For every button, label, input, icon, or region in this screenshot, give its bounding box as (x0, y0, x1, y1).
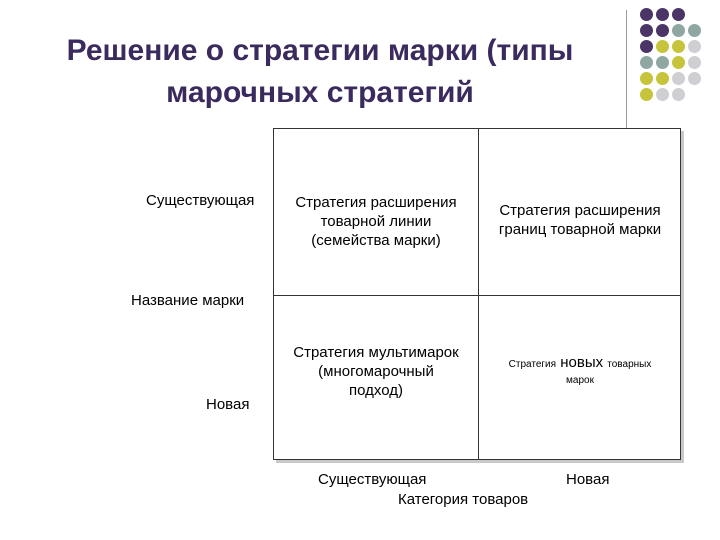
cell-new-brands-line-1 (480, 355, 680, 373)
matrix-vertical-divider (478, 129, 479, 459)
col-label-new: Новая (566, 471, 610, 488)
decor-dot (640, 8, 653, 21)
slide-title (20, 30, 620, 114)
decor-dot (640, 72, 653, 85)
cell-line-extension-text-3: (семейства марки) (311, 232, 441, 249)
cell-brand-extension-text-2: границ товарной марки (498, 221, 662, 238)
cell-new-brands-text-1: Стратегия (508, 359, 557, 370)
row-label-new: Новая (206, 396, 250, 413)
decor-dot (688, 72, 701, 85)
cell-line-extension (276, 193, 476, 250)
decor-dot (688, 56, 701, 69)
decor-dot (640, 40, 653, 53)
decor-dot (672, 56, 685, 69)
decor-dot (672, 72, 685, 85)
cell-brand-extension-text-1: Стратегия расширения (499, 202, 661, 219)
title-line-2: марочных стратегий (166, 76, 474, 109)
decor-dot (656, 8, 669, 21)
cell-new-brands-text-2: новых (560, 354, 604, 371)
strategy-matrix (273, 128, 681, 460)
decor-divider (626, 10, 627, 132)
title-line-1: Решение о стратегии марки (типы (66, 34, 574, 67)
cell-multibrand-text-1: Стратегия мультимарок (293, 344, 459, 361)
cell-new-brands-text-3: товарных (607, 359, 652, 370)
cell-multibrand (276, 343, 476, 400)
decor-dot (640, 24, 653, 37)
cell-brand-extension (480, 201, 680, 239)
cell-new-brands (480, 355, 680, 389)
col-axis-label: Категория товаров (398, 491, 529, 508)
decor-dot (688, 24, 701, 37)
decor-dot (656, 88, 669, 101)
matrix-horizontal-divider (274, 295, 680, 296)
decor-dot (672, 40, 685, 53)
cell-line-extension-text-2: товарной линии (320, 213, 432, 230)
decor-dot (656, 72, 669, 85)
decor-dot (672, 88, 685, 101)
row-axis-label: Название марки (131, 292, 245, 309)
decor-dot (672, 8, 685, 21)
decor-dot (656, 24, 669, 37)
decor-dot (656, 40, 669, 53)
decor-dot (640, 88, 653, 101)
cell-new-brands-text-4: марок (566, 375, 594, 386)
cell-multibrand-text-3: подход) (349, 382, 403, 399)
cell-line-extension-text-1: Стратегия расширения (295, 194, 457, 211)
row-label-existing: Существующая (146, 192, 255, 209)
decor-dot (688, 40, 701, 53)
cell-multibrand-text-2: (многомарочный (318, 363, 434, 380)
decor-dot (672, 24, 685, 37)
col-label-existing: Существующая (318, 471, 427, 488)
decor-dot (640, 56, 653, 69)
decor-dot (688, 8, 701, 21)
decor-dot (656, 56, 669, 69)
